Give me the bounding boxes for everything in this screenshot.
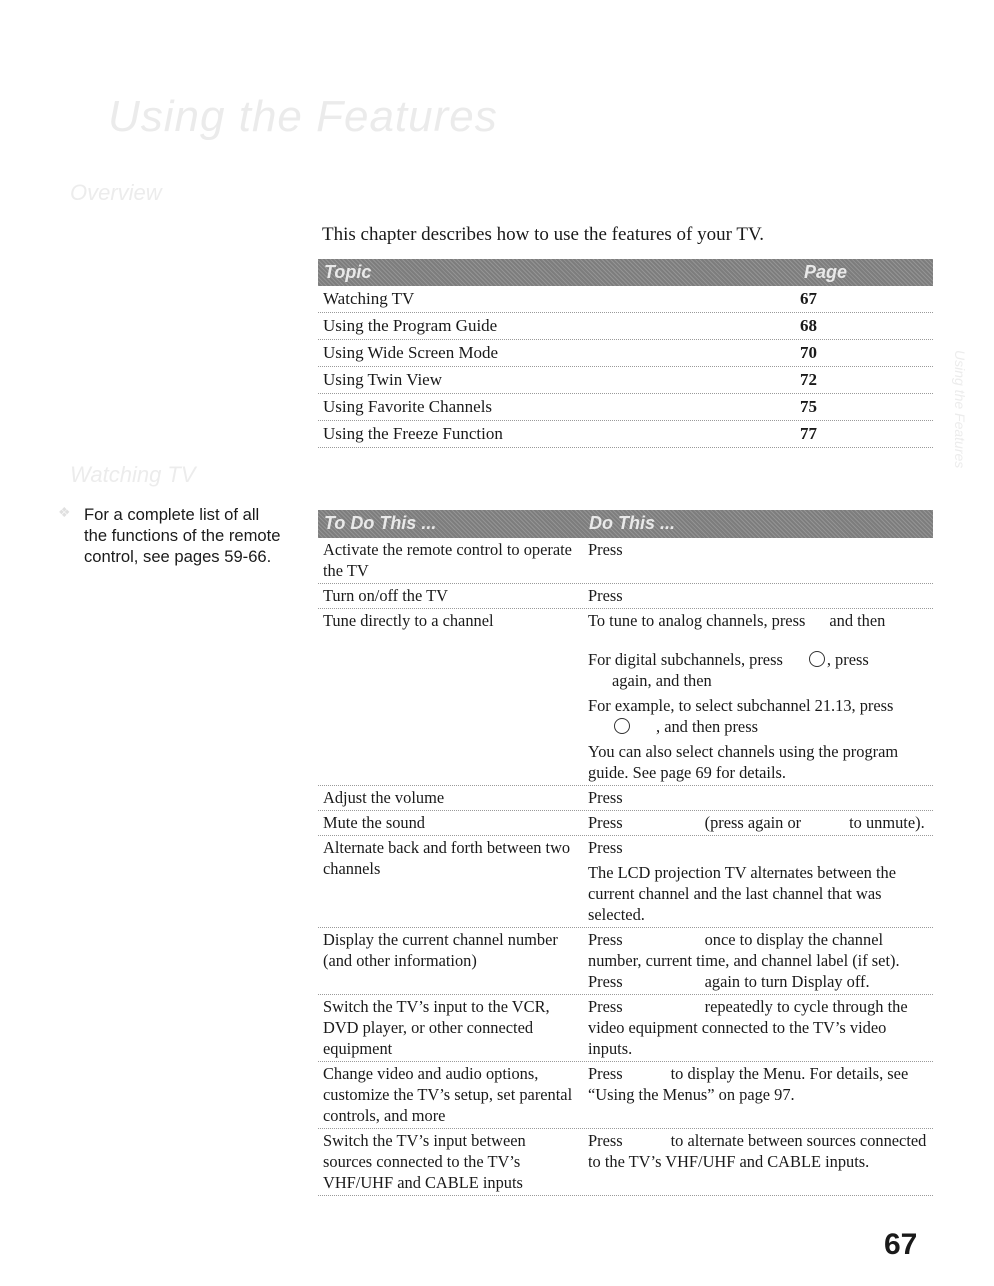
todo-cell: Alternate back and forth between two channels [323, 838, 571, 878]
todo-cell: Display the current channel number (and other information) [323, 930, 558, 970]
press-text: Press [588, 997, 623, 1016]
press-text: Press [588, 586, 623, 605]
dothis-cell [582, 786, 933, 810]
press-text: Press [588, 540, 623, 559]
todo-cell: Change video and audio options, customize the TV’s setup, set parental controls, and more [323, 1064, 573, 1125]
topic-table-header [318, 259, 933, 286]
topic-name: Watching TV [323, 289, 415, 308]
topic-name: Using Favorite Channels [323, 397, 493, 416]
topic-page: 68 [800, 316, 817, 335]
header-todo: To Do This ... [324, 513, 437, 533]
example-text: For example, to select subchannel 21.13, press [588, 696, 894, 715]
press-text-b: once to display the channel number, current time, and channel label (if set). Press [588, 930, 900, 991]
press-text: Press [588, 813, 623, 832]
press-text: Press [588, 1064, 623, 1083]
press-text: Press [588, 1131, 623, 1150]
topic-page: 70 [800, 343, 817, 362]
analog-text-b: and then [829, 611, 886, 630]
press-text-b: to alternate between sources connected to the TV’s VHF/UHF and CABLE inputs. [588, 1131, 927, 1171]
table-row [318, 609, 933, 786]
todo-table-header [318, 510, 933, 538]
todo-cell: Turn on/off the TV [323, 586, 448, 605]
header-dothis: Do This ... [589, 513, 676, 533]
overview-heading: Overview [70, 180, 162, 205]
dothis-cell [582, 538, 933, 583]
header-page: Page [804, 262, 848, 282]
side-tab: Using the Features [952, 350, 968, 469]
dothis-cell [582, 836, 933, 927]
dothis-cell [582, 1129, 933, 1195]
dothis-cell [582, 928, 933, 994]
press-text: Press [588, 838, 623, 857]
dothis-cell [582, 609, 933, 785]
table-row [318, 286, 933, 313]
intro-text: This chapter describes how to use the features of your TV. [322, 224, 764, 245]
topic-page: 72 [800, 370, 817, 389]
table-row [318, 538, 933, 584]
table-row [318, 928, 933, 995]
header-topic: Topic [324, 262, 372, 282]
watching-tv-heading: Watching TV [70, 462, 196, 487]
note-icon: ❖ [58, 504, 71, 520]
dothis-cell [582, 811, 933, 835]
topic-name: Using Twin View [323, 370, 442, 389]
table-row [318, 313, 933, 340]
table-row [318, 367, 933, 394]
press-text-c: again to turn Display off. [704, 972, 870, 991]
dothis-cell [582, 1062, 933, 1128]
table-row [318, 836, 933, 928]
todo-cell: Switch the TV’s input between sources connected to the TV’s VHF/UHF and CABLE inputs [323, 1131, 526, 1192]
todo-cell: Mute the sound [323, 813, 425, 832]
dot-button-icon [809, 651, 825, 667]
todo-cell: Switch the TV’s input to the VCR, DVD player, or other connected equipment [323, 997, 550, 1058]
todo-cell: Tune directly to a channel [323, 611, 494, 630]
guide-text: You can also select channels using the program guide. See page 69 for details. [588, 742, 899, 782]
topic-name: Using the Program Guide [323, 316, 498, 335]
press-text-b: repeatedly to cycle through the video equipment connected to the TV’s video inputs. [588, 997, 908, 1058]
digital-text-b: , press [826, 650, 869, 669]
dothis-cell [582, 995, 933, 1061]
table-row [318, 394, 933, 421]
tip-note [58, 504, 286, 567]
chapter-title: Using the Features [108, 92, 498, 141]
dothis-cell [582, 584, 933, 608]
table-row [318, 340, 933, 367]
digital-text: For digital subchannels, press [588, 650, 783, 669]
table-row [318, 421, 933, 448]
table-row [318, 1062, 933, 1129]
todo-cell: Activate the remote control to operate the TV [323, 540, 572, 580]
digital-text-c: again, and then [612, 671, 712, 690]
table-row [318, 786, 933, 811]
topic-name: Using the Freeze Function [323, 424, 503, 443]
table-row [318, 811, 933, 836]
table-row [318, 584, 933, 609]
extra-text: The LCD projection TV alternates between the current channel and the last channel that was selected. [588, 863, 896, 924]
todo-cell: Adjust the volume [323, 788, 445, 807]
page-number: 67 [884, 1228, 918, 1261]
topic-table [318, 259, 933, 448]
table-row [318, 995, 933, 1062]
press-text-c: to unmute). [849, 813, 925, 832]
press-text: Press [588, 930, 623, 949]
press-text-b: to display the Menu. For details, see “Using the Menus” on page 97. [588, 1064, 909, 1104]
topic-name: Using Wide Screen Mode [323, 343, 499, 362]
tip-text: For a complete list of all the functions of the remote control, see pages 59-66. [84, 505, 281, 566]
topic-page: 67 [800, 289, 817, 308]
topic-page: 77 [800, 424, 817, 443]
todo-table [318, 510, 933, 1196]
table-row [318, 1129, 933, 1196]
press-text: Press [588, 788, 623, 807]
press-text-b: (press again or [704, 813, 802, 832]
example-text-b: , and then press [656, 717, 758, 736]
dot-button-icon [614, 718, 630, 734]
topic-page: 75 [800, 397, 817, 416]
analog-text: To tune to analog channels, press [588, 611, 806, 630]
